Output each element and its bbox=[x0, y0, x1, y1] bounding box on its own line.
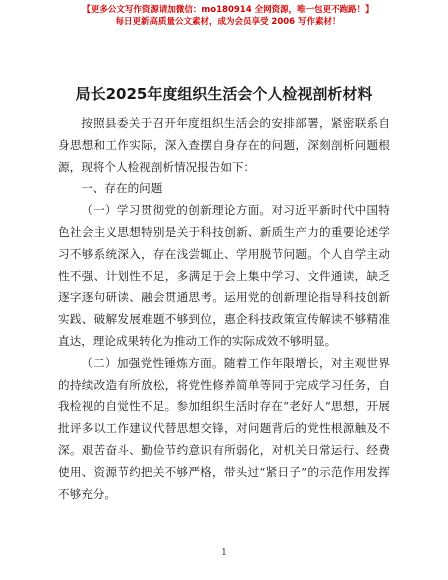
section-heading: 一、存在的问题 bbox=[81, 181, 163, 196]
body-paragraph: （一）学习贯彻党的创新理论方面。对习近平新时代中国特色社会主义思想特别是关于科技创新、新质生产力的重要论述学习不够系统深入，存在浅尝辄止、学用脱节问题。个人自学主动性不强、计划性不足，多满足于会上集中学习、文件通读，缺乏逐字逐句研读、融会贯通思考。运用党的创新理论指导科技创新实践、破解发展难题不够到位，惠企科技政策宣传解读不够精准直达，理论成果转化为推动工作的实际成效不够明显。 bbox=[58, 203, 390, 348]
promo-banner-line-1: 【更多公文写作资源请加微信：mo180914 全网资源，唯一包更不跑路！】 bbox=[82, 5, 374, 15]
page-number: 1 bbox=[221, 548, 227, 558]
document-body bbox=[58, 113, 390, 505]
promo-banner bbox=[52, 4, 404, 28]
document-title: 局长2025年度组织生活会个人检视剖析材料 bbox=[75, 85, 373, 103]
body-paragraph: （二）加强党性锤炼方面。随着工作年限增长，对主观世界的持续改造有所放松，将党性修养简单等同于完成学习任务，自我检视的自觉性不足。参加组织生活时存在“老好人”思想，开展批评多以工作建议代替思想交锋，对问题背后的党性根源触及不深。艰苦奋斗、勤俭节约意识有所弱化，对机关日常运行、经费使用、资源节约把关不够严格，带头过“紧日子”的示范作用发挥不够充分。 bbox=[58, 355, 390, 501]
intro-paragraph: 按照县委关于召开年度组织生活会的安排部署，紧密联系自身思想和工作实际，深入查摆自身存在的问题，深刻剖析问题根源，现将个人检视剖析情况报告如下： bbox=[58, 116, 390, 174]
promo-banner-line-2: 每日更新高质量公文素材，成为会员享受 2006 写作素材！ bbox=[115, 17, 341, 27]
